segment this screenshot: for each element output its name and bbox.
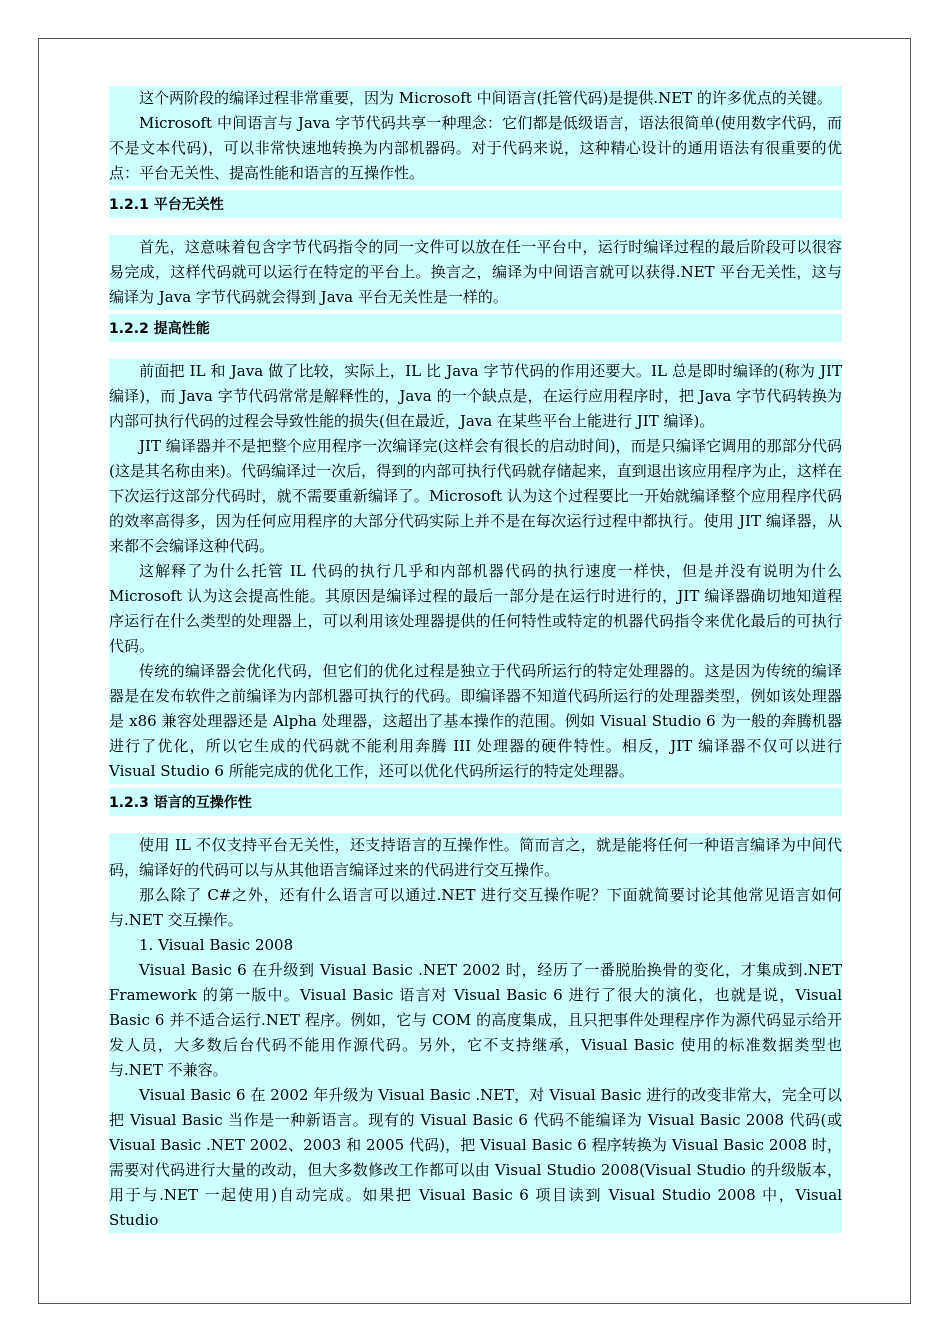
paragraph-vb-net-2002: Visual Basic 6 在 2002 年升级为 Visual Basic .NET，对 Visual Basic 进行的改变非常大，完全可以把 Visual Basic 当作是一种新语言。现有的 Visual Basic 6 代码不能编译为 Visual Basic 2008 代码(或 Visual Basic .NET 2002、2003 和 2005 代码)，把 Visual Basic 6 程序转换为 Visual Basic 2008 时，需要对代码进行大量的改动，但大多数修改工作都可以由 Visual Studio 2008(Visual Studio 的升级版本，用于与.NET 一起使用)自动完成。如果把 Visual Basic 6 项目读到 Visual Studio 2008 中，Visual Studio (109, 1083, 842, 1233)
paragraph-vb6-upgrade: Visual Basic 6 在升级到 Visual Basic .NET 2002 时，经历了一番脱胎换骨的变化，才集成到.NET Framework 的第一版中。Visual Basic 语言对 Visual Basic 6 进行了很大的演化，也就是说，Visual Basic 6 并不适合运行.NET 程序。例如，它与 COM 的高度集成，且只把事件处理程序作为源代码显示给开发人员，大多数后台代码不能用作源代码。另外，它不支持继承，Visual Basic 使用的标准数据类型也与.NET 不兼容。 (109, 958, 842, 1083)
section-heading-interoperability: 1.2.3 语言的互操作性 (109, 788, 842, 816)
paragraph-managed-il-speed: 这解释了为什么托管 IL 代码的执行几乎和内部机器代码的执行速度一样快，但是并没有说明为什么 Microsoft 认为这会提高性能。其原因是编译过程的最后一部分是在运行时进行的，JIT 编译器确切地知道程序运行在什么类型的处理器上，可以利用该处理器提供的任何特性或特定的机器代码指令来优化最后的可执行代码。 (109, 559, 842, 659)
section-heading-platform-independence: 1.2.1 平台无关性 (109, 190, 842, 218)
document-body (109, 86, 842, 1233)
paragraph-traditional-compilers: 传统的编译器会优化代码，但它们的优化过程是独立于代码所运行的特定处理器的。这是因为传统的编译器是在发布软件之前编译为内部机器可执行的代码。即编译器不知道代码所运行的处理器类型，例如该处理器是 x86 兼容处理器还是 Alpha 处理器，这超出了基本操作的范围。例如 Visual Studio 6 为一般的奔腾机器进行了优化，所以它生成的代码就不能利用奔腾 III 处理器的硬件特性。相反，JIT 编译器不仅可以进行 Visual Studio 6 所能完成的优化工作，还可以优化代码所运行的特定处理器。 (109, 659, 842, 784)
paragraph-jit-compiler: JIT 编译器并不是把整个应用程序一次编译完(这样会有很长的启动时间)，而是只编译它调用的那部分代码(这是其名称由来)。代码编译过一次后，得到的内部可执行代码就存储起来，直到退出该应用程序为止，这样在下次运行这部分代码时，就不需要重新编译了。Microsoft 认为这个过程要比一开始就编译整个应用程序代码的效率高得多，因为任何应用程序的大部分代码实际上并不是在每次运行过程中都执行。使用 JIT 编译器，从来都不会编译这种代码。 (109, 434, 842, 559)
paragraph-two-stage-compile: 这个两阶段的编译过程非常重要，因为 Microsoft 中间语言(托管代码)是提供.NET 的许多优点的关键。 (109, 86, 842, 111)
paragraph-platform-independence: 首先，这意味着包含字节代码指令的同一文件可以放在任一平台中，运行时编译过程的最后阶段可以很容易完成，这样代码就可以运行在特定的平台上。换言之，编译为中间语言就可以获得.NET 平台无关性，这与编译为 Java 字节代码就会得到 Java 平台无关性是一样的。 (109, 235, 842, 310)
paragraph-other-languages: 那么除了 C#之外，还有什么语言可以通过.NET 进行交互操作呢？下面就简要讨论其他常见语言如何与.NET 交互操作。 (109, 883, 842, 933)
paragraph-il-interop: 使用 IL 不仅支持平台无关性，还支持语言的互操作性。简而言之，就是能将任何一种语言编译为中间代码，编译好的代码可以与从其他语言编译过来的代码进行交互操作。 (109, 833, 842, 883)
paragraph-il-vs-java: 前面把 IL 和 Java 做了比较，实际上，IL 比 Java 字节代码的作用还要大。IL 总是即时编译的(称为 JIT 编译)，而 Java 字节代码常常是解释性的，Java 的一个缺点是，在运行应用程序时，把 Java 字节代码转换为内部可执行代码的过程会导致性能的损失(但在最近，Java 在某些平台上能进行 JIT 编译)。 (109, 359, 842, 434)
section-heading-performance: 1.2.2 提高性能 (109, 314, 842, 342)
paragraph-il-java-bytecode: Microsoft 中间语言与 Java 字节代码共享一种理念：它们都是低级语言，语法很简单(使用数字代码，而不是文本代码)，可以非常快速地转换为内部机器码。对于代码来说，这种精心设计的通用语法有很重要的优点：平台无关性、提高性能和语言的互操作性。 (109, 111, 842, 186)
list-item-visual-basic-2008: 1. Visual Basic 2008 (109, 933, 842, 958)
